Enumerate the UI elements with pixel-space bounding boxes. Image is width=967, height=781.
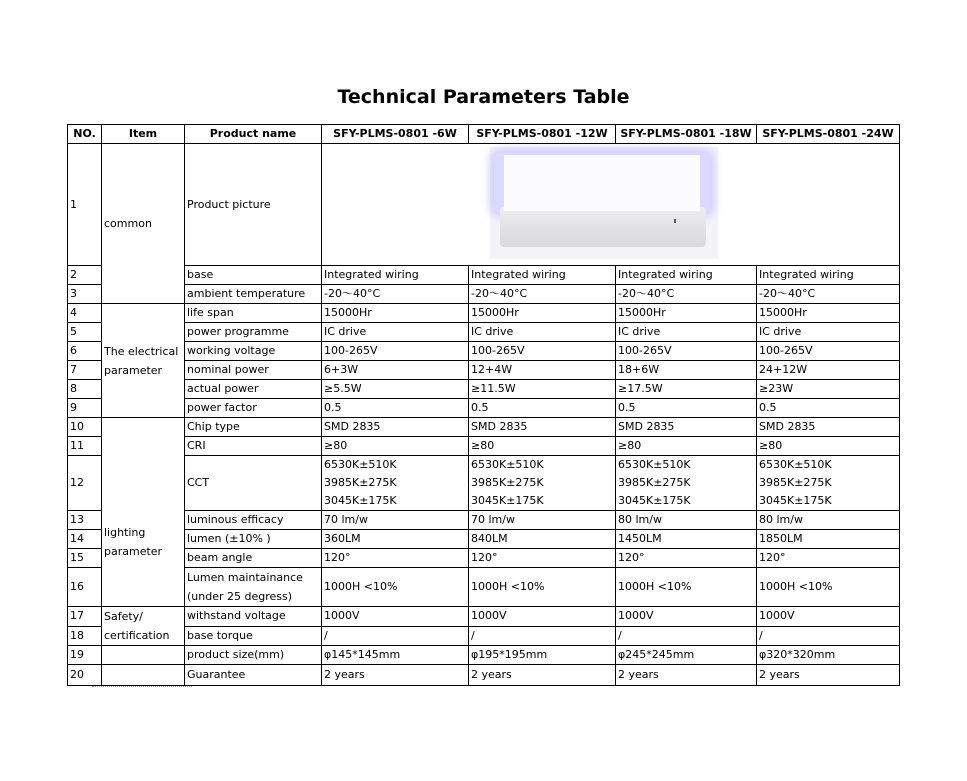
- row-no: 15: [68, 549, 102, 568]
- value-cell: -20～40°C: [616, 285, 757, 304]
- row-no: 14: [68, 530, 102, 549]
- value-cell: 15000Hr: [757, 304, 900, 323]
- value-cell: /: [469, 626, 616, 646]
- group-safety: Safety/ certification: [102, 607, 185, 646]
- value-cell: 70 lm/w: [322, 511, 469, 530]
- value-cell: 120°: [757, 549, 900, 568]
- param-name: luminous efficacy: [185, 511, 322, 530]
- param-name: base torque: [185, 626, 322, 646]
- value-cell: ≥5.5W: [322, 380, 469, 399]
- group-empty: [102, 665, 185, 686]
- value-cell: 6530K±510K 3985K±275K 3045K±175K: [616, 456, 757, 511]
- param-name: product size(mm): [185, 646, 322, 665]
- row-no: 4: [68, 304, 102, 323]
- row-no: 5: [68, 323, 102, 342]
- product-picture: [322, 144, 900, 266]
- value-cell: 120°: [616, 549, 757, 568]
- table-row: [68, 437, 900, 456]
- value-cell: ≥80: [757, 437, 900, 456]
- value-cell: ≥80: [322, 437, 469, 456]
- row-no: 13: [68, 511, 102, 530]
- value-cell: IC drive: [757, 323, 900, 342]
- row-no: 1: [68, 144, 102, 266]
- param-name: working voltage: [185, 342, 322, 361]
- table-row: [68, 285, 900, 304]
- value-cell: /: [616, 626, 757, 646]
- value-cell: 120°: [322, 549, 469, 568]
- header-row: [68, 125, 900, 144]
- param-name: ambient temperature: [185, 285, 322, 304]
- value-cell: 2 years: [616, 665, 757, 686]
- value-cell: 0.5: [322, 399, 469, 418]
- group-electrical: The electrical parameter: [102, 304, 185, 418]
- value-cell: 15000Hr: [322, 304, 469, 323]
- group-empty: [102, 646, 185, 665]
- table-row: [68, 646, 900, 665]
- row-no: 7: [68, 361, 102, 380]
- value-cell: Integrated wiring: [322, 266, 469, 285]
- value-cell: 15000Hr: [469, 304, 616, 323]
- value-cell: φ195*195mm: [469, 646, 616, 665]
- value-cell: φ145*145mm: [322, 646, 469, 665]
- value-cell: 100-265V: [469, 342, 616, 361]
- param-name: lumen (±10% ): [185, 530, 322, 549]
- value-cell: 100-265V: [322, 342, 469, 361]
- header-no: NO.: [68, 125, 102, 144]
- table-row: [68, 456, 900, 511]
- value-cell: 2 years: [469, 665, 616, 686]
- param-name: Product picture: [185, 144, 322, 266]
- header-model-18w: SFY-PLMS-0801 -18W: [616, 125, 757, 144]
- table-row: [68, 511, 900, 530]
- param-name: withstand voltage: [185, 607, 322, 627]
- value-cell: -20～40°C: [322, 285, 469, 304]
- table-row: [68, 549, 900, 568]
- value-cell: ≥80: [469, 437, 616, 456]
- header-item: Item: [102, 125, 185, 144]
- row-no: 19: [68, 646, 102, 665]
- value-cell: /: [757, 626, 900, 646]
- value-cell: IC drive: [469, 323, 616, 342]
- value-cell: 1000V: [469, 607, 616, 627]
- value-cell: 1000H <10%: [616, 568, 757, 607]
- table-row: [68, 418, 900, 437]
- value-cell: 70 lm/w: [469, 511, 616, 530]
- value-cell: 6530K±510K 3985K±275K 3045K±175K: [322, 456, 469, 511]
- param-name: actual power: [185, 380, 322, 399]
- value-cell: ≥11.5W: [469, 380, 616, 399]
- row-no: 16: [68, 568, 102, 607]
- table-row: [68, 323, 900, 342]
- value-cell: 840LM: [469, 530, 616, 549]
- row-no: 20: [68, 665, 102, 686]
- param-name: Chip type: [185, 418, 322, 437]
- value-cell: 100-265V: [616, 342, 757, 361]
- param-name: beam angle: [185, 549, 322, 568]
- value-cell: 360LM: [322, 530, 469, 549]
- header-model-12w: SFY-PLMS-0801 -12W: [469, 125, 616, 144]
- value-cell: 1000V: [322, 607, 469, 627]
- value-cell: 18+6W: [616, 361, 757, 380]
- value-cell: 15000Hr: [616, 304, 757, 323]
- value-cell: 100-265V: [757, 342, 900, 361]
- value-cell: 120°: [469, 549, 616, 568]
- value-cell: 0.5: [469, 399, 616, 418]
- table-row: [68, 568, 900, 607]
- param-name: Guarantee: [185, 665, 322, 686]
- value-cell: 1000H <10%: [322, 568, 469, 607]
- value-cell: SMD 2835: [469, 418, 616, 437]
- value-cell: 24+12W: [757, 361, 900, 380]
- param-name: CRI: [185, 437, 322, 456]
- table-row: [68, 342, 900, 361]
- value-cell: Integrated wiring: [616, 266, 757, 285]
- param-name: life span: [185, 304, 322, 323]
- value-cell: 0.5: [616, 399, 757, 418]
- row-no: 6: [68, 342, 102, 361]
- value-cell: 0.5: [757, 399, 900, 418]
- param-name: base: [185, 266, 322, 285]
- row-no: 9: [68, 399, 102, 418]
- value-cell: 1000H <10%: [469, 568, 616, 607]
- value-cell: φ320*320mm: [757, 646, 900, 665]
- value-cell: -20～40°C: [757, 285, 900, 304]
- table-row: [68, 144, 900, 266]
- table-row: [68, 665, 900, 686]
- value-cell: IC drive: [616, 323, 757, 342]
- row-no: 2: [68, 266, 102, 285]
- value-cell: 12+4W: [469, 361, 616, 380]
- value-cell: SMD 2835: [322, 418, 469, 437]
- row-no: 3: [68, 285, 102, 304]
- value-cell: Integrated wiring: [757, 266, 900, 285]
- table-row: [68, 380, 900, 399]
- value-cell: 1450LM: [616, 530, 757, 549]
- value-cell: 6+3W: [322, 361, 469, 380]
- value-cell: Integrated wiring: [469, 266, 616, 285]
- value-cell: 2 years: [757, 665, 900, 686]
- page-title: Technical Parameters Table: [337, 86, 630, 108]
- value-cell: 1850LM: [757, 530, 900, 549]
- value-cell: 1000V: [616, 607, 757, 627]
- value-cell: -20～40°C: [469, 285, 616, 304]
- value-cell: ≥17.5W: [616, 380, 757, 399]
- value-cell: IC drive: [322, 323, 469, 342]
- row-no: 17: [68, 607, 102, 627]
- faint-mark: [92, 686, 192, 691]
- row-no: 12: [68, 456, 102, 511]
- parameters-table: [67, 124, 900, 686]
- table-row: [68, 361, 900, 380]
- table-row: [68, 304, 900, 323]
- value-cell: 80 lm/w: [616, 511, 757, 530]
- value-cell: φ245*245mm: [616, 646, 757, 665]
- value-cell: 6530K±510K 3985K±275K 3045K±175K: [469, 456, 616, 511]
- value-cell: ≥23W: [757, 380, 900, 399]
- param-name: nominal power: [185, 361, 322, 380]
- header-product-name: Product name: [185, 125, 322, 144]
- group-lighting: lighting parameter: [102, 418, 185, 607]
- panel-light-image: [490, 147, 718, 259]
- row-no: 18: [68, 626, 102, 646]
- value-cell: 1000H <10%: [757, 568, 900, 607]
- table-row: [68, 530, 900, 549]
- row-no: 11: [68, 437, 102, 456]
- row-no: 8: [68, 380, 102, 399]
- value-cell: 80 lm/w: [757, 511, 900, 530]
- param-name: power factor: [185, 399, 322, 418]
- header-model-24w: SFY-PLMS-0801 -24W: [757, 125, 900, 144]
- value-cell: ≥80: [616, 437, 757, 456]
- param-name: CCT: [185, 456, 322, 511]
- row-no: 10: [68, 418, 102, 437]
- value-cell: SMD 2835: [757, 418, 900, 437]
- value-cell: 1000V: [757, 607, 900, 627]
- table-row: [68, 399, 900, 418]
- param-name: Lumen maintainance (under 25 degress): [185, 568, 322, 607]
- value-cell: 2 years: [322, 665, 469, 686]
- table-row: [68, 607, 900, 627]
- group-common: common: [102, 144, 185, 304]
- table-row: [68, 266, 900, 285]
- value-cell: 6530K±510K 3985K±275K 3045K±175K: [757, 456, 900, 511]
- param-name: power programme: [185, 323, 322, 342]
- table-row: [68, 626, 900, 646]
- header-model-6w: SFY-PLMS-0801 -6W: [322, 125, 469, 144]
- value-cell: SMD 2835: [616, 418, 757, 437]
- value-cell: /: [322, 626, 469, 646]
